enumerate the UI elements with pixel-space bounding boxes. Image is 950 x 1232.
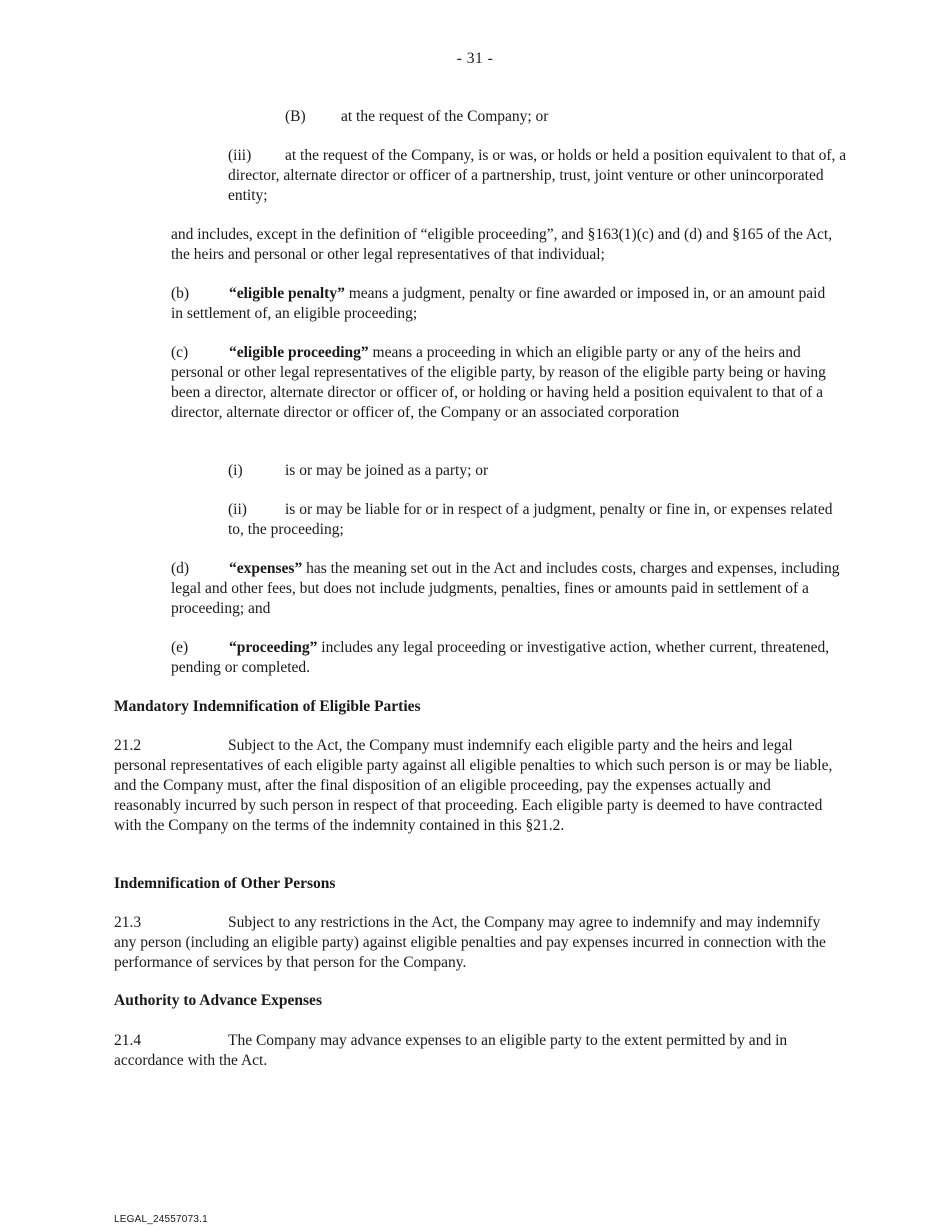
heading-mandatory-indemnification: Mandatory Indemnification of Eligible Parties: [114, 698, 421, 715]
clause-text: is or may be liable for or in respect of a judgment, penalty or fine in, or expenses related to, the proceeding;: [228, 501, 833, 538]
section-21-4: [114, 1031, 839, 1071]
definition-text: means a judgment, penalty or fine awarded or imposed in, or an amount paid in settlement of, an eligible proceeding;: [171, 285, 826, 322]
section-number: 21.2: [114, 737, 142, 754]
clause-text: at the request of the Company; or: [341, 108, 549, 125]
clause-i-item: [228, 461, 848, 481]
includes-paragraph: and includes, except in the definition of “eligible proceeding”, and §163(1)(c) and (d) and §165 of the Act, the heirs and personal or other legal representatives of that individual;: [171, 226, 833, 263]
definition-proceeding: [171, 638, 836, 678]
definition-text: means a proceeding in which an eligible party or any of the heirs and personal or other legal representatives of the eligible party, by reason of the eligible party being or having been a director, alternate director or officer of, or holding or having held a position equivalent to that of a director, alternate director or officer of, the Company or an associated corporation: [171, 344, 826, 421]
clause-ii-item: [228, 500, 848, 540]
definition-expenses: [171, 559, 851, 619]
heading-authority-advance-expenses: Authority to Advance Expenses: [114, 992, 322, 1009]
definition-eligible-proceeding: [171, 343, 836, 423]
clause-b-item: [285, 107, 845, 127]
clause-label: (ii): [228, 501, 247, 518]
section-21-2: [114, 736, 839, 836]
clause-text: is or may be joined as a party; or: [285, 462, 489, 479]
section-number: 21.4: [114, 1032, 142, 1049]
section-21-3: [114, 913, 846, 973]
definition-term: “eligible proceeding”: [229, 344, 369, 361]
clause-label: (i): [228, 462, 243, 479]
definition-text: includes any legal proceeding or investigative action, whether current, threatened, pending or completed.: [171, 639, 830, 676]
page-number: - 31 -: [456, 50, 494, 67]
definition-label: (c): [171, 344, 189, 361]
section-text: Subject to the Act, the Company must indemnify each eligible party and the heirs and legal personal representatives of each eligible party against all eligible penalties to which such person is or may be liable, and the Company must, after the final disposition of an eligible proceeding, pay the expenses actually and reasonably incurred by such person in respect of that proceeding. Each eligible party is deemed to have contracted with the Company on the terms of the indemnity contained in this §21.2.: [114, 737, 833, 834]
definition-label: (e): [171, 639, 189, 656]
definition-text: has the meaning set out in the Act and includes costs, charges and expenses, including legal and other fees, but does not include judgments, penalties, fines or amounts paid in settlement of a proceeding; and: [171, 560, 840, 617]
definition-label: (d): [171, 560, 190, 577]
definition-term: “proceeding”: [229, 639, 318, 656]
document-footer-id: LEGAL_24557073.1: [114, 1214, 208, 1225]
heading-indemnification-other-persons: Indemnification of Other Persons: [114, 875, 336, 892]
definition-label: (b): [171, 285, 190, 302]
section-number: 21.3: [114, 914, 142, 931]
definition-eligible-penalty: [171, 284, 836, 324]
definition-term: “eligible penalty”: [229, 285, 345, 302]
definition-term: “expenses”: [229, 560, 303, 577]
clause-label: (B): [285, 108, 306, 125]
section-text: The Company may advance expenses to an eligible party to the extent permitted by and in accordance with the Act.: [114, 1032, 788, 1069]
clause-iii-item: [228, 146, 848, 206]
section-text: Subject to any restrictions in the Act, the Company may agree to indemnify and may indemnify any person (including an eligible party) against eligible penalties and pay expenses incurred in connection with the performance of services by that person for the Company.: [114, 914, 826, 971]
clause-label: (iii): [228, 147, 252, 164]
clause-text: at the request of the Company, is or was, or holds or held a position equivalent to that of, a director, alternate director or officer of a partnership, trust, joint venture or other unincorporated entity;: [228, 147, 847, 204]
